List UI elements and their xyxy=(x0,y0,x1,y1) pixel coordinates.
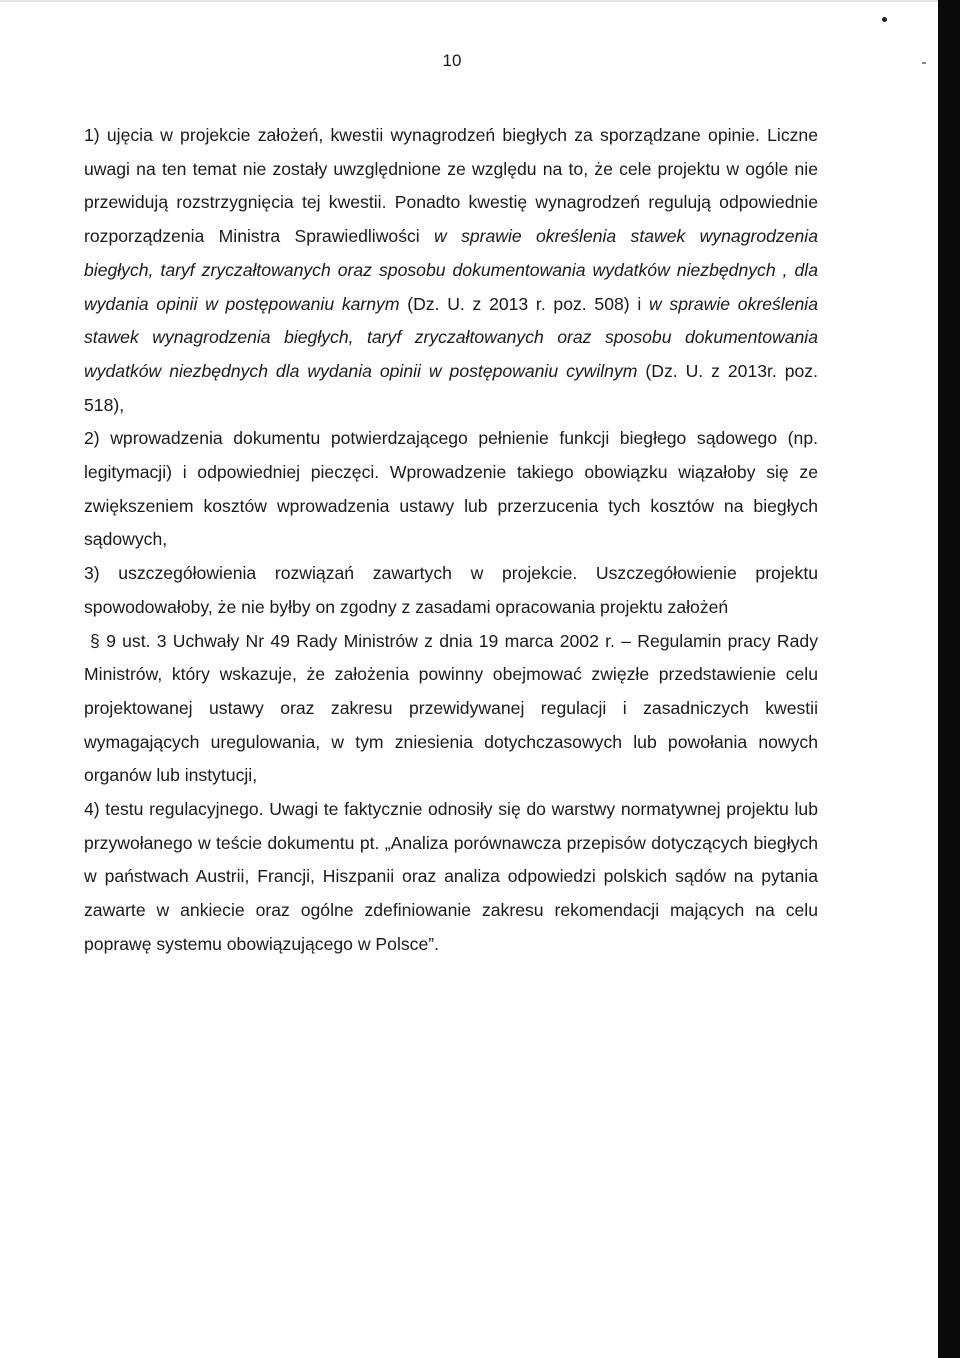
list-item-2: 2) wprowadzenia dokumentu potwierdzającego pełnienie funkcji biegłego sądowego (np. legitymacji) i odpowiedniej pieczęci. Wprowadzenie takiego obowiązku wiązałoby się ze zwiększeniem kosztów wprowadzenia ustawy lub przerzucenia tych kosztów na biegłych sądowych, xyxy=(84,428,818,550)
item1-text: 1) ujęcia w projekcie założeń, kwestii wynagrodzeń biegłych za sporządzane opinie. Liczne uwagi na ten temat nie zostały uwzględnione ze względu na to, że cele projektu w ogóle nie przewidują rozstrzygnięcia tej kwestii. Ponadto kwestię wynagrodzeń regulują odpowiednie rozporządzenia Ministra Sprawiedliwości xyxy=(84,125,818,247)
scan-dot xyxy=(882,17,887,22)
regulation-title-civil: w sprawie określenia stawek wynagrodzenia biegłych, taryf zryczałtowanych oraz sposobu dokumentowania wydatków niezbędnych dla wydania opinii w postępowaniu cywilnym xyxy=(84,293,818,381)
list-item-4: 4) testu regulacyjnego. Uwagi te faktycznie odnosiły się do warstwy normatywnej projektu lub przywołanego w teście dokumentu pt. „Analiza porównawcza przepisów dotyczących biegłych w państwach Austrii, Francji, Hiszpanii oraz analiza odpowiedzi polskich sądów na pytania zawarte w ankiecie oraz ogólne zdefiniowanie zakresu rekomendacji mających na celu poprawę systemu obowiązującego w Polsce”. xyxy=(84,799,818,954)
page-number: 10 xyxy=(442,51,462,70)
list-item-1 xyxy=(84,119,818,422)
item3-text-a: 3) uszczegółowienia rozwiązań zawartych w projekcie. Uszczegółowienie projektu spowodowałoby, że nie byłby on zgodny z zasadami opracowania projektu założeń xyxy=(84,563,818,617)
scan-tick xyxy=(922,62,926,64)
list-item-3 xyxy=(84,557,818,793)
document-body xyxy=(84,119,818,962)
item1-citation-2: (Dz. U. z 2013r. poz. 518), xyxy=(84,360,818,415)
scan-edge-right xyxy=(938,0,960,1358)
item3-text-b: 9 ust. 3 Uchwały Nr 49 Rady Ministrów z dnia 19 marca 2002 r. – Regulamin pracy Rady Ministrów, który wskazuje, że założenia powinny obejmować zwięzłe przedstawienie celu projektowanej ustawy oraz zakresu przewidywanej regulacji i zasadniczych kwestii wymagających uregulowania, w tym zniesienia dotychczasowych lub powołania nowych organów lub instytucji, xyxy=(84,630,818,786)
item1-citation-1: (Dz. U. z 2013 r. poz. 508) i xyxy=(399,293,649,314)
section-sign: § xyxy=(90,630,100,651)
regulation-title-criminal: w sprawie określenia stawek wynagrodzenia biegłych, taryf zryczałtowanych oraz sposobu dokumentowania wydatków niezbędnych , dla wydania opinii w postępowaniu karnym xyxy=(84,226,818,314)
scan-edge-top xyxy=(0,0,960,2)
